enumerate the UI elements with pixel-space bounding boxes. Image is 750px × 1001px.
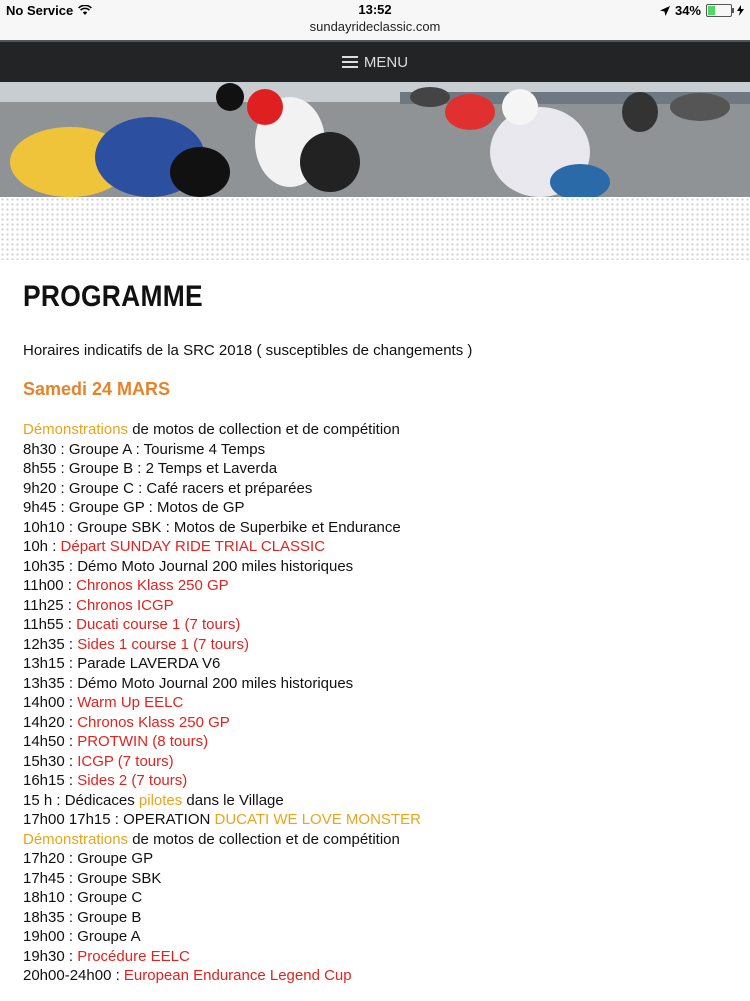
- schedule-item: [23, 830, 733, 850]
- menu-label: MENU: [363, 53, 409, 71]
- address-bar-url[interactable]: sundayrideclassic.com: [309, 19, 441, 34]
- schedule-item: [23, 557, 733, 577]
- schedule-link[interactable]: Warm Up EELC: [77, 694, 184, 711]
- schedule-text: 11h00 :: [23, 577, 77, 594]
- schedule-text: de motos de collection et de compétition: [128, 421, 400, 438]
- schedule-text: dans le Village: [182, 791, 284, 809]
- schedule-text: 17h20 : Groupe GP: [23, 850, 154, 867]
- schedule-text: 14h20 :: [23, 713, 78, 731]
- schedule-text: 13h15 : Parade LAVERDA V6: [23, 655, 221, 672]
- schedule-text: 18h10 : Groupe C: [23, 889, 143, 906]
- schedule-text: 11h55 :: [23, 616, 77, 633]
- schedule-text: 17h00 17h15 : OPERATION: [23, 811, 215, 828]
- menu-toggle[interactable]: [0, 40, 750, 82]
- schedule-item: [23, 966, 733, 986]
- schedule-text: 16h15 :: [23, 772, 78, 789]
- location-arrow-icon: [660, 6, 670, 16]
- schedule-item: [23, 927, 733, 947]
- schedule-item: [23, 752, 733, 772]
- schedule-item: [23, 537, 733, 557]
- schedule-text: 15h30 :: [23, 752, 78, 770]
- schedule-link[interactable]: pilotes: [138, 791, 183, 809]
- schedule-link[interactable]: Sides 1 course 1 (7 tours): [77, 635, 249, 653]
- schedule-link[interactable]: Chronos ICGP: [76, 596, 174, 614]
- schedule-text: 8h30 : Groupe A : Tourisme 4 Temps: [23, 440, 266, 458]
- schedule-item: [23, 654, 733, 674]
- schedule-text: 9h20 : Groupe C : Café racers et préparées: [23, 479, 313, 497]
- schedule-item: [23, 596, 733, 616]
- schedule-text: 10h10 : Groupe SBK : Motos de Superbike et Endurance: [23, 518, 401, 536]
- schedule-item: [23, 498, 733, 518]
- schedule-text: 17h45 : Groupe SBK: [23, 869, 162, 887]
- main-content: [23, 280, 733, 1001]
- status-right: [660, 3, 744, 18]
- schedule-text: 15 h : Dédicaces: [23, 791, 139, 809]
- schedule-item: [23, 615, 733, 635]
- hamburger-icon: [342, 56, 358, 68]
- schedule-item: [23, 732, 733, 752]
- schedule-link[interactable]: ICGP (7 tours): [77, 752, 174, 770]
- schedule-text: de motos de collection et de compétition: [128, 830, 400, 848]
- schedule-text: 19h00 : Groupe A: [23, 928, 141, 945]
- page-title: PROGRAMME: [23, 280, 203, 313]
- schedule-link[interactable]: Sides 2 (7 tours): [77, 772, 188, 789]
- schedule-link[interactable]: Chronos Klass 250 GP: [76, 577, 229, 594]
- schedule-link[interactable]: Ducati course 1 (7 tours): [76, 616, 241, 633]
- schedule-text: 8h55 : Groupe B : 2 Temps et Laverda: [23, 460, 278, 477]
- schedule-link[interactable]: PROTWIN (8 tours): [77, 733, 209, 750]
- schedule-text: 20h00-24h00 :: [23, 967, 124, 984]
- schedule-text: 10h :: [23, 538, 61, 555]
- schedule-item: [23, 674, 733, 694]
- schedule-item: [23, 459, 733, 479]
- charging-bolt-icon: [737, 5, 744, 16]
- schedule-link[interactable]: Procédure EELC: [77, 947, 190, 965]
- status-bar: [0, 0, 750, 40]
- schedule-item: [23, 713, 733, 733]
- dotted-pattern-divider: [0, 197, 750, 260]
- schedule-item: [23, 440, 733, 460]
- schedule-text: 12h35 :: [23, 635, 78, 653]
- schedule-text: 13h35 : Démo Moto Journal 200 miles historiques: [23, 674, 354, 692]
- hero-banner-image: [0, 82, 750, 197]
- schedule-item: [23, 888, 733, 908]
- schedule-item: [23, 791, 733, 811]
- intro-text: Horaires indicatifs de la SRC 2018 ( susceptibles de changements ): [23, 342, 473, 359]
- schedule-link[interactable]: European Endurance Legend Cup: [123, 967, 352, 984]
- schedule-link[interactable]: Chronos Klass 250 GP: [77, 713, 230, 731]
- schedule-item: [23, 635, 733, 655]
- schedule-item: [23, 693, 733, 713]
- schedule-item: [23, 947, 733, 967]
- schedule-item: [23, 576, 733, 596]
- schedule-text: 18h35 : Groupe B: [23, 908, 142, 926]
- schedule-link[interactable]: Démonstrations: [23, 421, 129, 438]
- schedule-text: 9h45 : Groupe GP : Motos de GP: [23, 499, 245, 516]
- carrier-label: No Service: [6, 3, 74, 18]
- battery-level: [708, 6, 715, 15]
- schedule-list: [23, 420, 733, 986]
- schedule-link[interactable]: DUCATI WE LOVE MONSTER: [214, 811, 421, 828]
- battery-percent: 34%: [674, 3, 701, 18]
- schedule-item: [23, 771, 733, 791]
- schedule-item: [23, 810, 733, 830]
- schedule-item: [23, 518, 733, 538]
- schedule-text: 19h30 :: [23, 947, 78, 965]
- schedule-text: 11h25 :: [23, 596, 77, 614]
- schedule-item: [23, 849, 733, 869]
- schedule-item: [23, 479, 733, 499]
- schedule-text: 14h00 :: [23, 694, 78, 711]
- schedule-item: [23, 869, 733, 889]
- day-heading: Samedi 24 MARS: [23, 379, 171, 399]
- schedule-item: [23, 908, 733, 928]
- schedule-link[interactable]: Démonstrations: [23, 830, 129, 848]
- clock: 13:52: [358, 2, 392, 17]
- schedule-item: [23, 420, 733, 440]
- schedule-text: 10h35 : Démo Moto Journal 200 miles historiques: [23, 557, 354, 575]
- schedule-link[interactable]: Départ SUNDAY RIDE TRIAL CLASSIC: [60, 538, 326, 555]
- schedule-text: 14h50 :: [23, 733, 78, 750]
- hero-photo: [0, 82, 750, 197]
- battery-icon: [706, 4, 732, 17]
